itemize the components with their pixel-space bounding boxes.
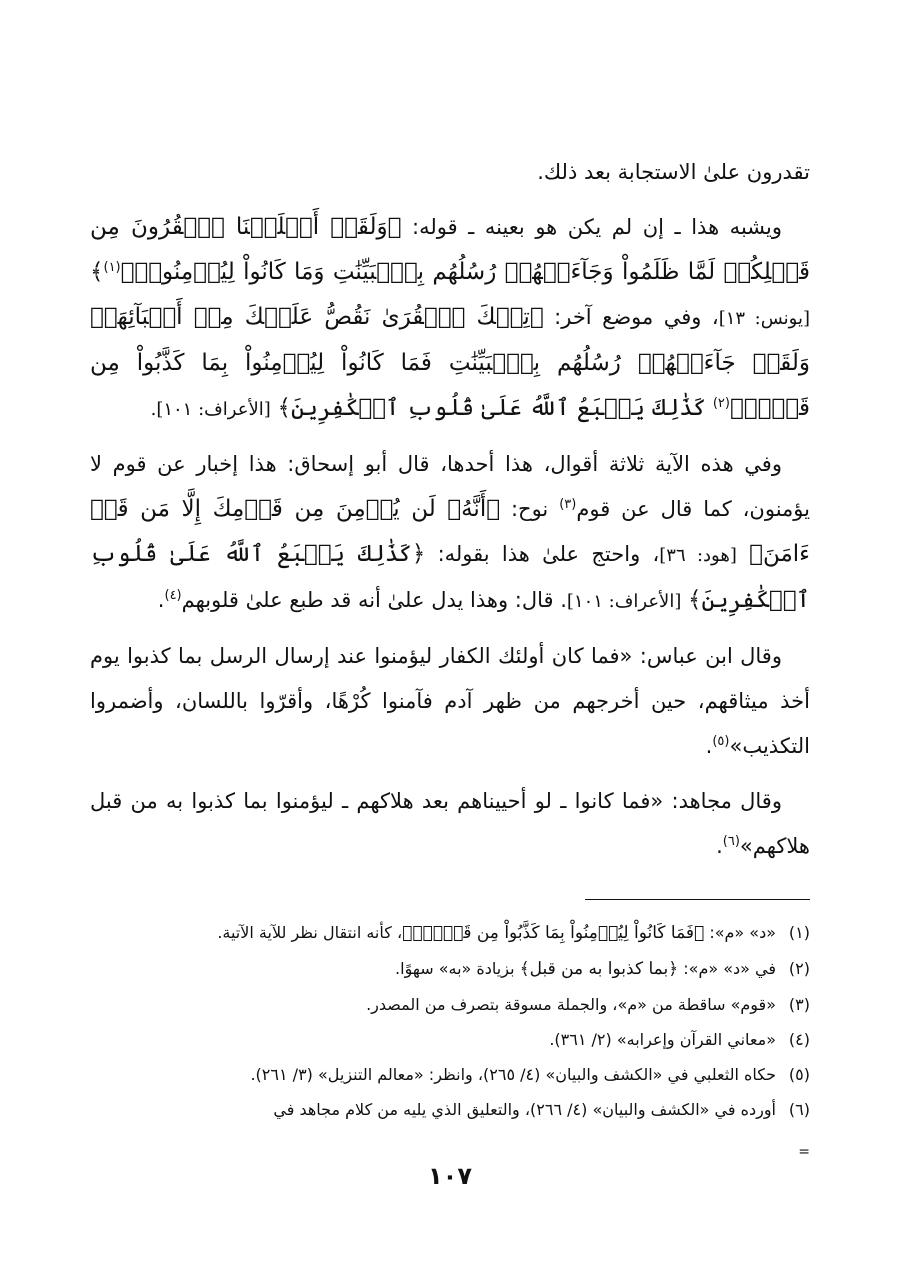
verse-reference: [هود: ٣٦]: [659, 545, 737, 566]
paragraph-end: . قال: وهذا يدل علىٰ أنه قد طبع علىٰ قلوبهم: [181, 588, 567, 612]
quran-verse-hud: ﴿أَنَّهُۥ لَن يُؤۡمِنَ مِن قَوۡمِكَ إِلَّا مَن قَدۡ ءَامَنَ﴾: [90, 496, 810, 567]
footnote-separator: [585, 899, 810, 900]
footnote-4: [90, 1022, 810, 1057]
page-number: ١٠٧: [428, 1162, 472, 1190]
footnote-text: [90, 951, 776, 987]
footnote-text: أورده في «الكشف والبيان» (٤/ ٢٦٦)، والتعليق الذي يليه من كلام مجاهد في: [273, 1100, 776, 1119]
footnote-post: بزيادة «به» سهوًا.: [395, 959, 520, 978]
paragraph-text: وقال مجاهد: «فما كانوا ـ لو أحييناهم بعد هلاكهم ـ ليؤمنوا بما كذبوا به من قبل هلاكهم»: [90, 789, 810, 858]
verse-reference: [الأعراف: ١٠١]: [566, 591, 682, 612]
footnotes: [90, 915, 810, 1127]
paragraph-intro: ويشبه هذا ـ إن لم يكن هو بعينه ـ قوله:: [412, 215, 783, 239]
footnote-1: [90, 915, 810, 951]
footnote-quran: ﴿بما كذبوا به من قبل﴾: [519, 959, 679, 979]
paragraph-stop: .: [157, 588, 165, 612]
quran-close-bracket: ﴾: [90, 259, 104, 285]
footnote-number: (٣): [788, 995, 810, 1014]
quran-verse-araf-2: ﴿كَذَٰلِكَ يَطۡبَعُ ٱللَّهُ عَلَىٰ قُلُوبِ ٱلۡكَٰفِرِينَ﴾: [90, 541, 810, 613]
paragraph-4: [90, 779, 810, 869]
quran-verse-yunus: ﴿وَلَقَدۡ أَهۡلَكۡنَا ٱلۡقُرُونَ مِن قَبۡلِكُمۡ لَمَّا ظَلَمُواْ وَجَآءَتۡهُمۡ رُسُلُهُم بِٱلۡبَيِّنَٰتِ وَمَا كَانُواْ لِيُؤۡمِنُواْۚ: [90, 214, 810, 285]
verse-reference: [الأعراف: ١٠١].: [150, 399, 271, 420]
footnote-text: حكاه الثعلبي في «الكشف والبيان» (٤/ ٢٦٥)، وانظر: «معالم التنزيل» (٣/ ٢٦١).: [250, 1065, 776, 1084]
footnote-ref-3[interactable]: (٣): [559, 497, 577, 512]
footnote-number: (٢): [788, 959, 810, 978]
footnote-ref-5[interactable]: (٥): [712, 734, 730, 749]
footnote-number: (٥): [788, 1065, 810, 1084]
footnote-text: «قوم» ساقطة من «م»، والجملة مسوقة بتصرف من المصدر.: [366, 995, 776, 1014]
paragraph-intro: وفي هذه الآية ثلاثة أقوال، هذا أحدها، قال أبو إسحاق: هذا إخبار عن قوم لا يؤمنون، كما قال عن قوم: [90, 452, 810, 521]
footnote-2: [90, 951, 810, 987]
paragraph-stop: .: [705, 734, 713, 758]
footnote-ref-2[interactable]: (٢): [712, 396, 730, 411]
footnote-text: [90, 915, 776, 951]
paragraph-noah: نوح:: [510, 497, 549, 521]
footnote-text: «معاني القرآن وإعرابه» (٢/ ٣٦١).: [549, 1030, 776, 1049]
quran-verse-araf: ﴿تِلۡكَ ٱلۡقُرَىٰ نَقُصُّ عَلَيۡكَ مِنۡ أَنۢبَآئِهَاۚ وَلَقَدۡ جَآءَتۡهُمۡ رُسُلُهُم بِٱلۡبَيِّنَٰتِ فَمَا كَانُواْ لِيُؤۡمِنُواْ بِمَا كَذَّبُواْ مِن قَبۡلُۚ: [90, 304, 810, 421]
quran-verse-araf-rest: كَذَٰلِكَ يَطۡبَعُ ٱللَّهُ عَلَىٰ قُلُوبِ ٱلۡكَٰفِرِينَ﴾: [277, 395, 707, 421]
continuation-mark: =: [798, 1144, 810, 1160]
paragraph-3: [90, 634, 810, 769]
verse-reference: [يونس: ١٣]: [718, 308, 810, 329]
footnote-pre: في «د» «م»:: [683, 959, 776, 978]
footnote-ref-4[interactable]: (٤): [164, 588, 182, 603]
paragraph-mid: ، واحتج علىٰ هذا بقوله:: [437, 542, 660, 566]
main-text: [90, 150, 810, 879]
footnote-quran: ﴿فَمَا كَانُواْ لِيُؤۡمِنُواْ بِمَا كَذَّبُواْ مِن قَبۡلُۚ﴾: [402, 923, 705, 943]
footnote-pre: «د» «م»:: [709, 923, 776, 942]
paragraph-stop: .: [716, 834, 723, 858]
paragraph-1: [90, 205, 810, 432]
footnote-5: [90, 1057, 810, 1092]
paragraph-0: [90, 150, 810, 195]
footnote-number: (٦): [788, 1100, 810, 1119]
footnote-3: [90, 987, 810, 1022]
footnote-6: [90, 1092, 810, 1127]
footnote-number: (٤): [788, 1030, 810, 1049]
footnote-number: (١): [788, 923, 810, 942]
paragraph-2: [90, 442, 810, 624]
footnote-ref-6[interactable]: (٦): [722, 834, 740, 849]
paragraph-text: تقدرون علىٰ الاستجابة بعد ذلك.: [537, 160, 810, 184]
footnote-ref-1[interactable]: (١): [103, 260, 121, 275]
paragraph-mid: ، وفي موضع آخر:: [554, 305, 719, 329]
footnote-post: ، كأنه انتقال نظر للآية الآتية.: [217, 923, 403, 942]
paragraph-text: وقال ابن عباس: «فما كان أولئك الكفار ليؤمنوا عند إرسال الرسل بما كذبوا يوم أخذ ميثاقهم، حين أخرجهم من ظهر آدم فآمنوا كُرْهًا، وأقرّوا باللسان، وأضمروا التكذيب»: [90, 644, 810, 758]
